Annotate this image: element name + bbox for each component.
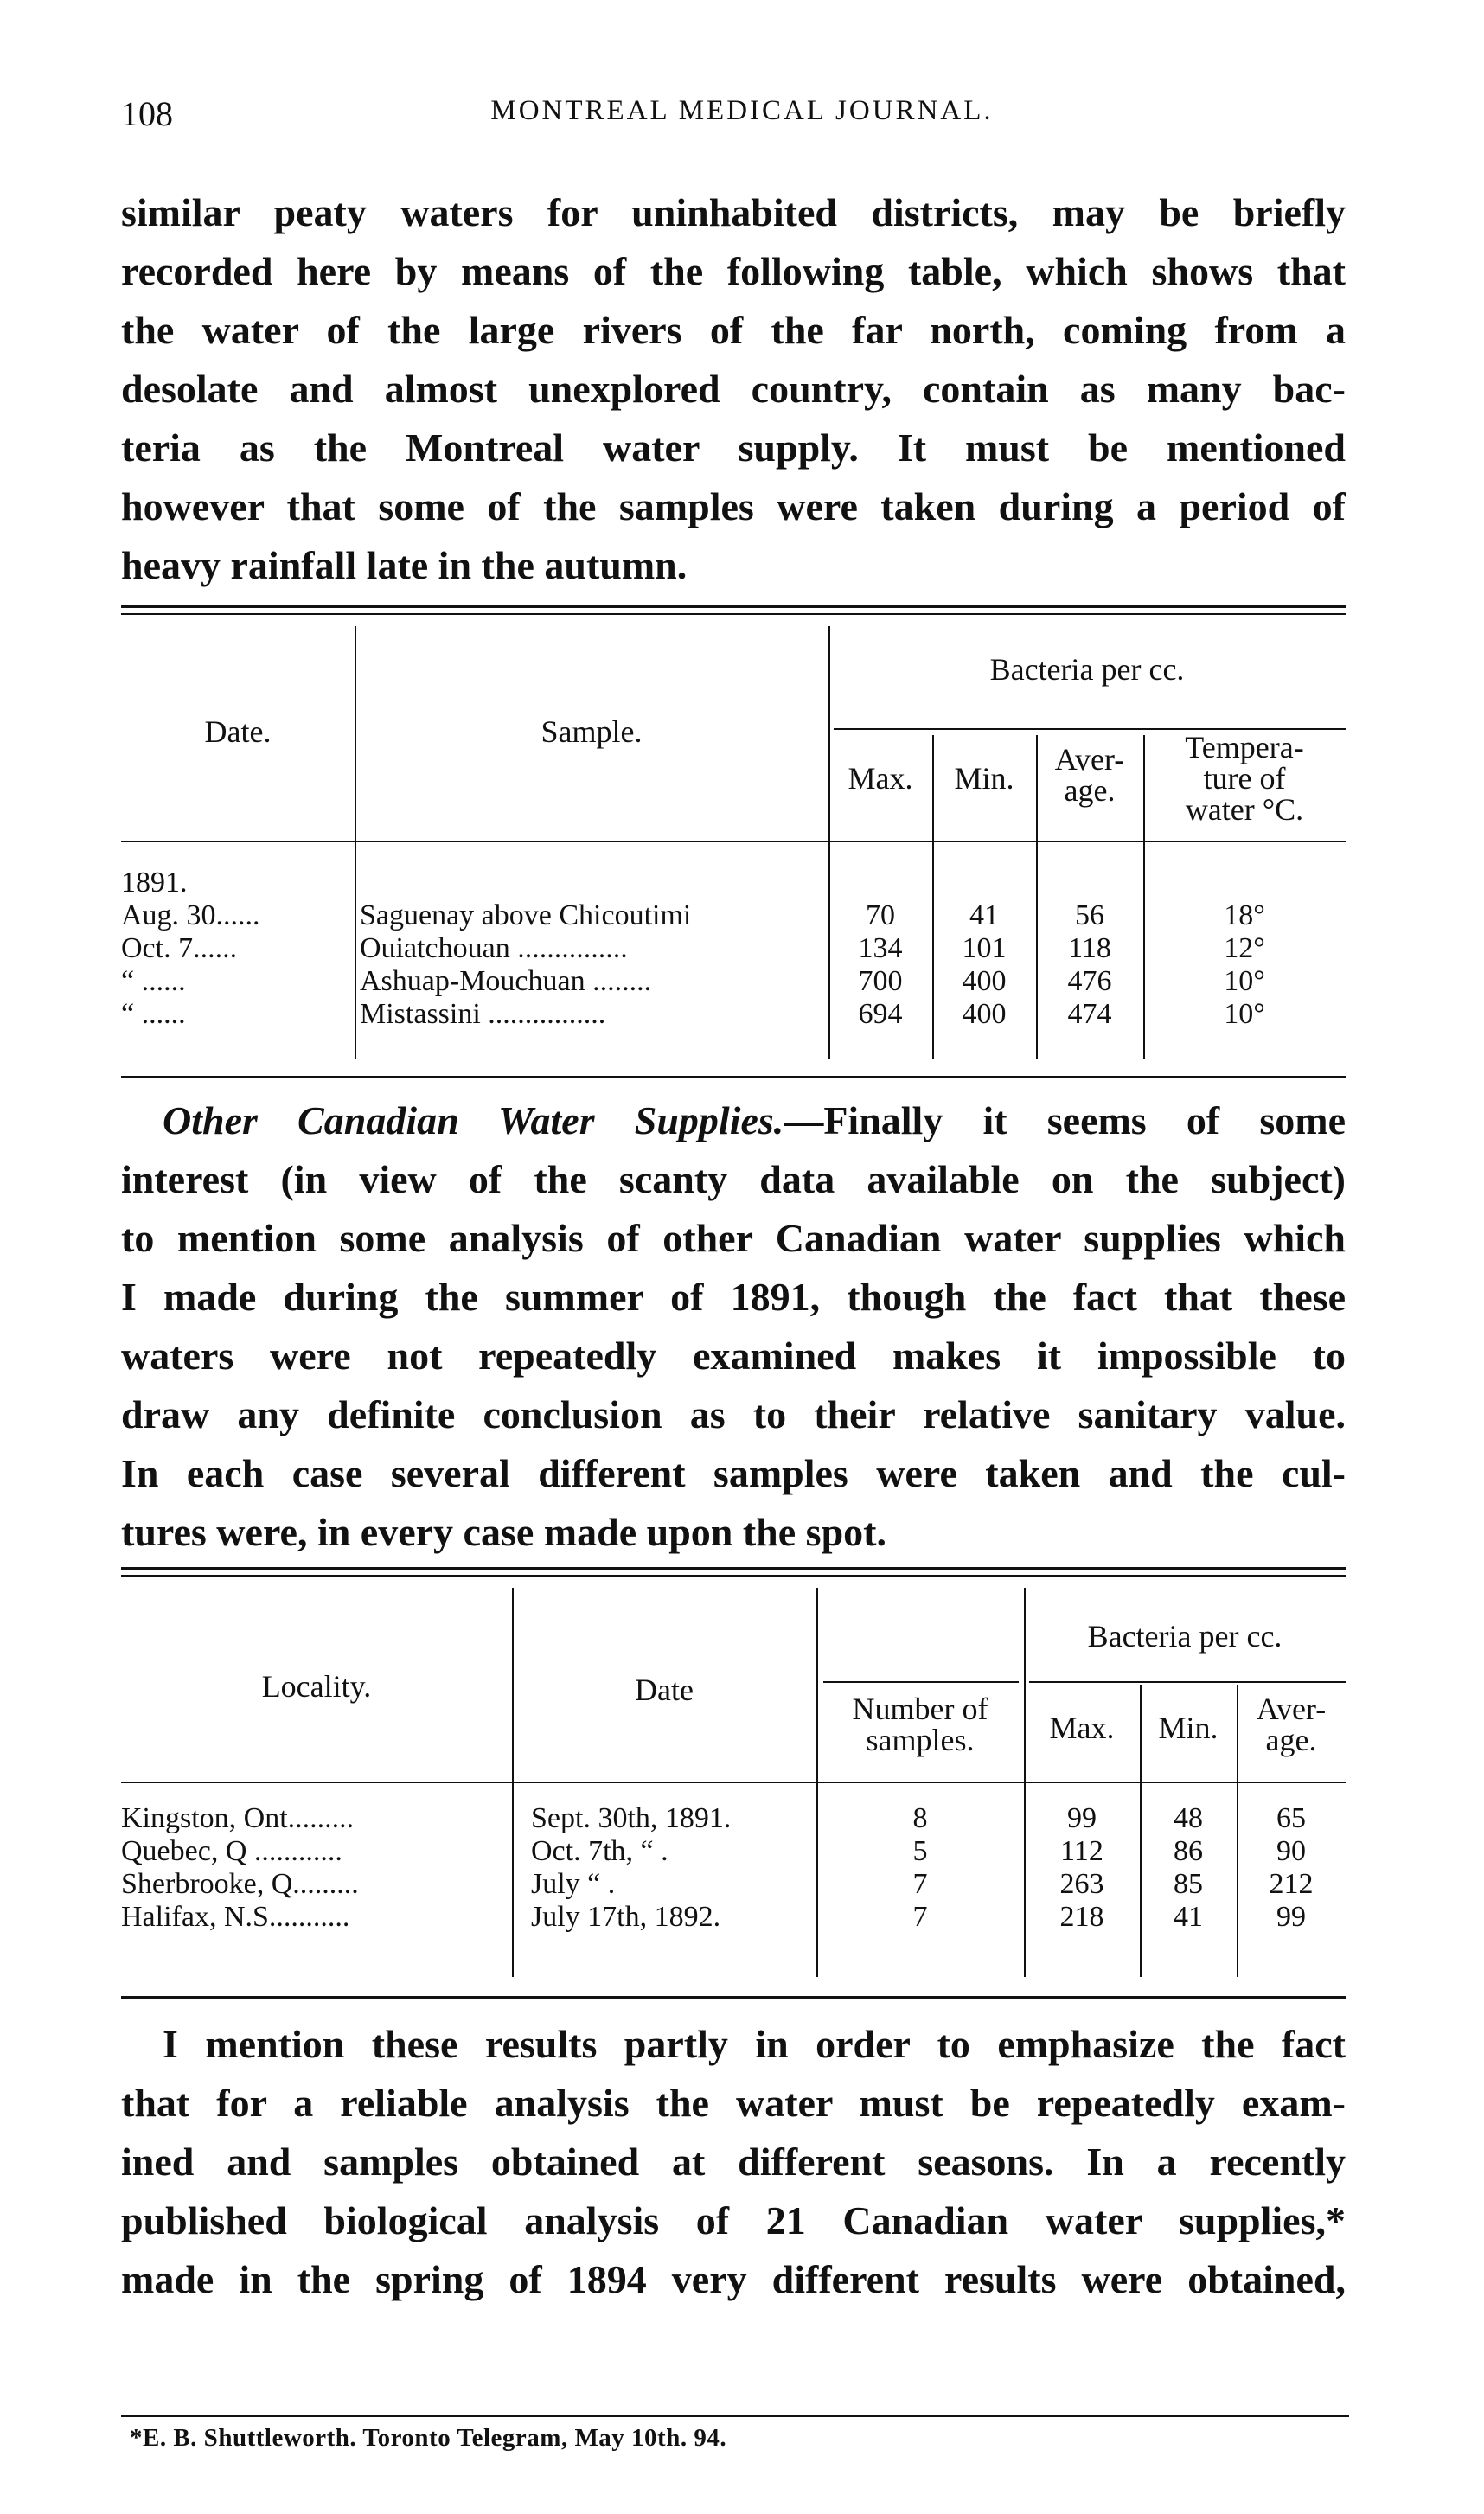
- cell-max: 694: [858, 998, 903, 1030]
- cell-max: 70: [866, 899, 895, 931]
- text-line: heavy rainfall late in the autumn.: [121, 543, 688, 587]
- text-line: published biological analysis of 21 Canadian water supplies,*: [121, 2198, 1346, 2242]
- header-average: [1237, 1693, 1346, 1756]
- cell-temperature: 10°: [1224, 965, 1265, 997]
- header-bacteria-per-cc: Bacteria per cc.: [989, 652, 1185, 687]
- paragraph-other-supplies: [121, 1091, 1346, 1562]
- text-line: waters were not repeatedly examined makes it impossible to: [121, 1334, 1346, 1378]
- cell-average: 99: [1276, 1901, 1306, 1933]
- table-northern-rivers: [121, 605, 1346, 1090]
- cell-locality: Kingston, Ont.........: [121, 1802, 355, 1834]
- header-date: Date: [635, 1673, 694, 1707]
- text-line: In each case several different samples were taken and the cul-: [121, 1451, 1346, 1495]
- text-line: desolate and almost unexplored country, contain as many bac-: [121, 367, 1346, 411]
- text-line: to mention some analysis of other Canadian water supplies which: [121, 1216, 1346, 1260]
- cell-average: 90: [1276, 1835, 1306, 1867]
- text-line: teria as the Montreal water supply. It must be mentioned: [121, 425, 1346, 470]
- table-canadian-supplies: [121, 1567, 1346, 2017]
- cell-date: July “ .: [531, 1868, 616, 1900]
- text-line: tures were, in every case made upon the spot.: [121, 1510, 886, 1554]
- cell-average: 212: [1269, 1868, 1314, 1900]
- cell-temperature: 18°: [1224, 899, 1265, 931]
- header-date: Date.: [204, 714, 272, 749]
- footnote: *E. B. Shuttleworth. Toronto Telegram, May 10th. 94.: [130, 2424, 727, 2452]
- cell-average: 65: [1276, 1802, 1306, 1834]
- header-temperature-line: Tempera-: [1185, 730, 1304, 764]
- cell-min: 400: [962, 998, 1007, 1030]
- cell-sample: Mistassini ................: [360, 998, 606, 1030]
- running-head: MONTREAL MEDICAL JOURNAL.: [490, 95, 994, 126]
- cell-sample: Ouiatchouan ...............: [360, 932, 628, 964]
- cell-max: 134: [858, 932, 903, 964]
- text-line: [121, 1091, 1346, 1150]
- cell-average: 474: [1067, 998, 1112, 1030]
- header-bacteria-per-cc: Bacteria per cc.: [1087, 1619, 1283, 1654]
- cell-date: Aug. 30......: [121, 899, 260, 931]
- cell-average: 476: [1067, 965, 1112, 997]
- table-year: 1891.: [121, 867, 188, 899]
- cell-samples: 7: [912, 1901, 928, 1933]
- header-min: Min.: [1158, 1711, 1219, 1745]
- cell-locality: Halifax, N.S...........: [121, 1901, 350, 1933]
- header-samples-line: samples.: [866, 1723, 975, 1757]
- text-line: however that some of the samples were taken during a period of: [121, 484, 1346, 528]
- header-average-line: age.: [1265, 1723, 1317, 1757]
- header-average-line: age.: [1064, 773, 1116, 808]
- header-average-line: Aver-: [1054, 742, 1125, 777]
- header-temperature: [1143, 732, 1346, 825]
- cell-date: “ ......: [121, 965, 186, 997]
- cell-min: 86: [1174, 1835, 1203, 1867]
- header-temperature-line: ture of: [1203, 761, 1286, 796]
- header-sample: Sample.: [541, 714, 643, 749]
- cell-locality: Quebec, Q ............: [121, 1835, 342, 1867]
- paragraph-conclusion: [121, 2015, 1346, 2309]
- cell-average: 56: [1075, 899, 1104, 931]
- cell-max: 218: [1059, 1901, 1104, 1933]
- cell-min: 85: [1174, 1868, 1203, 1900]
- text-line: made in the spring of 1894 very different results were obtained,: [121, 2257, 1346, 2301]
- cell-locality: Sherbrooke, Q.........: [121, 1868, 359, 1900]
- cell-min: 400: [962, 965, 1007, 997]
- header-max: Max.: [1049, 1711, 1115, 1745]
- cell-date: Oct. 7th, “ .: [531, 1835, 668, 1867]
- cell-max: 99: [1067, 1802, 1097, 1834]
- header-average: [1036, 744, 1143, 806]
- cell-samples: 8: [912, 1802, 928, 1834]
- header-temperature-line: water °C.: [1185, 792, 1304, 827]
- cell-samples: 5: [912, 1835, 928, 1867]
- text-line: that for a reliable analysis the water must be repeatedly exam-: [121, 2081, 1346, 2125]
- cell-date: July 17th, 1892.: [531, 1901, 721, 1933]
- text-line: draw any definite conclusion as to their relative sanitary value.: [121, 1392, 1346, 1436]
- cell-samples: 7: [912, 1868, 928, 1900]
- section-heading: Other Canadian Water Supplies.: [163, 1098, 784, 1142]
- header-average-line: Aver-: [1256, 1692, 1327, 1726]
- text-line: I mention these results partly in order to emphasize the fact: [163, 2022, 1346, 2066]
- cell-date: Sept. 30th, 1891.: [531, 1802, 732, 1834]
- header-samples-line: Number of: [852, 1692, 988, 1726]
- cell-min: 48: [1174, 1802, 1203, 1834]
- cell-max: 112: [1060, 1835, 1103, 1867]
- text-line: similar peaty waters for uninhabited districts, may be briefly: [121, 190, 1346, 234]
- header-locality: Locality.: [261, 1669, 372, 1704]
- paragraph-intro: [121, 183, 1346, 595]
- cell-date: Oct. 7......: [121, 932, 238, 964]
- header-min: Min.: [954, 761, 1014, 796]
- text-line: interest (in view of the scanty data available on the subject): [121, 1157, 1346, 1201]
- cell-temperature: 12°: [1224, 932, 1265, 964]
- cell-sample: Saguenay above Chicoutimi: [360, 899, 692, 931]
- cell-temperature: 10°: [1224, 998, 1265, 1030]
- footnote-divider: [121, 2415, 1349, 2417]
- cell-min: 41: [969, 899, 999, 931]
- cell-sample: Ashuap-Mouchuan ........: [360, 965, 652, 997]
- text-line: recorded here by means of the following table, which shows that: [121, 249, 1346, 293]
- header-number-of-samples: [816, 1693, 1024, 1756]
- text-span: —Finally it seems of some: [784, 1098, 1346, 1142]
- cell-max: 263: [1059, 1868, 1104, 1900]
- text-line: the water of the large rivers of the far north, coming from a: [121, 308, 1346, 352]
- page-number: 108: [121, 94, 173, 133]
- header-max: Max.: [848, 761, 913, 796]
- cell-max: 700: [858, 965, 903, 997]
- cell-date: “ ......: [121, 998, 186, 1030]
- cell-min: 41: [1174, 1901, 1203, 1933]
- cell-average: 118: [1068, 932, 1111, 964]
- cell-min: 101: [962, 932, 1007, 964]
- text-line: I made during the summer of 1891, though the fact that these: [121, 1275, 1346, 1319]
- text-line: ined and samples obtained at different seasons. In a recently: [121, 2140, 1346, 2184]
